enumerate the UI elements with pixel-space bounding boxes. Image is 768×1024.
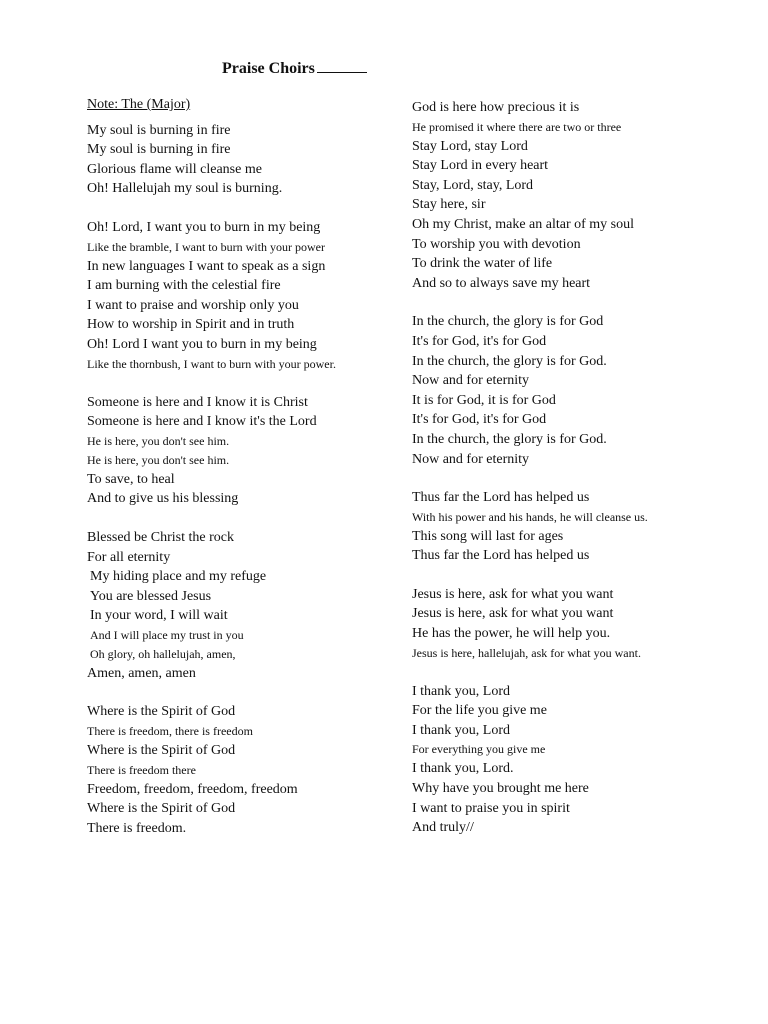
stanza: [412, 312, 732, 469]
stanza: [412, 488, 732, 566]
lyric-line: Like the thornbush, I want to burn with your power.: [87, 356, 336, 371]
lyric-line: Jesus is here, ask for what you want: [412, 586, 614, 602]
title-underline: [317, 72, 367, 73]
lyric-line: How to worship in Spirit and in truth: [87, 317, 295, 333]
lyric-line: I thank you, Lord: [412, 683, 510, 699]
lyric-line: To drink the water of life: [412, 256, 553, 272]
stanza: [87, 528, 387, 684]
lyric-line: To worship you with devotion: [412, 236, 581, 252]
right-column: [412, 98, 732, 857]
lyric-line: Oh glory, oh hallelujah, amen,: [90, 646, 236, 661]
lyric-line: Now and for eternity: [412, 451, 530, 467]
lyric-line: To save, to heal: [87, 471, 175, 487]
lyric-line: Stay, Lord, stay, Lord: [412, 177, 534, 193]
lyric-line: And to give us his blessing: [87, 491, 239, 507]
stanza: [412, 98, 732, 293]
lyric-line: He is here, you don't see him.: [87, 433, 230, 448]
stanza: [87, 121, 387, 199]
lyric-line: In the church, the glory is for God.: [412, 353, 607, 369]
lyric-line: I thank you, Lord.: [412, 761, 514, 777]
lyric-line: Oh! Lord I want you to burn in my being: [87, 336, 317, 352]
lyric-line: It's for God, it's for God: [412, 333, 547, 349]
lyric-line: Freedom, freedom, freedom, freedom: [87, 781, 298, 797]
lyric-line: In new languages I want to speak as a sign: [87, 258, 326, 274]
lyric-line: Thus far the Lord has helped us: [412, 548, 590, 564]
stanza: [87, 218, 387, 374]
lyric-line: I want to praise and worship only you: [87, 297, 299, 313]
lyric-line: It is for God, it is for God: [412, 392, 556, 408]
lyric-line: There is freedom, there is freedom: [87, 724, 253, 739]
lyric-line: You are blessed Jesus: [90, 588, 212, 604]
stanza: [412, 585, 732, 663]
lyric-line: I want to praise you in spirit: [412, 800, 570, 816]
lyric-line: In the church, the glory is for God.: [412, 431, 607, 447]
lyric-line: Glorious flame will cleanse me: [87, 161, 262, 177]
lyric-line: Where is the Spirit of God: [87, 743, 236, 759]
lyric-line: He promised it where there are two or three: [412, 119, 622, 134]
lyric-line: Stay Lord, stay Lord: [412, 138, 528, 154]
lyric-line: Where is the Spirit of God: [87, 801, 236, 817]
lyric-line: This song will last for ages: [412, 528, 564, 544]
lyric-line: Blessed be Christ the rock: [87, 529, 234, 545]
page-title: [222, 60, 367, 78]
lyric-line: There is freedom there: [87, 762, 196, 777]
lyric-line: For everything you give me: [412, 742, 546, 757]
lyric-line: My soul is burning in fire: [87, 122, 231, 138]
lyric-line: And truly//: [412, 820, 474, 836]
note-line: Note: The (Major): [87, 97, 191, 112]
stanza: [412, 682, 732, 838]
lyric-line: Jesus is here, hallelujah, ask for what you want.: [412, 645, 641, 660]
lyric-line: Amen, amen, amen: [87, 665, 196, 681]
lyric-line: There is freedom.: [87, 820, 187, 836]
lyric-line: Oh! Hallelujah my soul is burning.: [87, 181, 283, 197]
lyric-line: Stay here, sir: [412, 197, 486, 213]
lyric-line: It's for God, it's for God: [412, 412, 547, 428]
lyric-line: In the church, the glory is for God: [412, 314, 604, 330]
lyric-line: And I will place my trust in you: [90, 627, 244, 642]
lyric-line: He is here, you don't see him.: [87, 452, 230, 467]
lyric-line: He has the power, he will help you.: [412, 626, 611, 642]
lyric-line: Where is the Spirit of God: [87, 704, 236, 720]
lyric-line: Now and for eternity: [412, 373, 530, 389]
lyric-line: For the life you give me: [412, 703, 547, 719]
lyric-line: In your word, I will wait: [90, 608, 228, 624]
lyric-line: I thank you, Lord: [412, 722, 510, 738]
lyric-line: Oh! Lord, I want you to burn in my being: [87, 219, 321, 235]
stanza: [87, 393, 387, 509]
title-text: Praise Choirs: [222, 60, 315, 77]
left-column: [87, 95, 387, 857]
lyric-line: My soul is burning in fire: [87, 142, 231, 158]
lyric-line: God is here how precious it is: [412, 100, 580, 115]
lyric-line: Like the bramble, I want to burn with your power: [87, 239, 325, 254]
lyric-line: My hiding place and my refuge: [90, 569, 267, 585]
lyric-line: Thus far the Lord has helped us: [412, 490, 590, 506]
lyric-line: For all eternity: [87, 549, 171, 565]
lyric-line: I am burning with the celestial fire: [87, 278, 281, 294]
lyric-line: With his power and his hands, he will cleanse us.: [412, 509, 648, 524]
lyric-line: Someone is here and I know it's the Lord: [87, 414, 317, 430]
lyric-line: And so to always save my heart: [412, 275, 591, 291]
lyric-line: Why have you brought me here: [412, 781, 589, 797]
lyric-line: Stay Lord in every heart: [412, 158, 549, 174]
lyric-line: Someone is here and I know it is Christ: [87, 394, 308, 410]
stanza: [87, 702, 387, 838]
lyric-line: Jesus is here, ask for what you want: [412, 606, 614, 622]
lyric-line: Oh my Christ, make an altar of my soul: [412, 216, 635, 232]
